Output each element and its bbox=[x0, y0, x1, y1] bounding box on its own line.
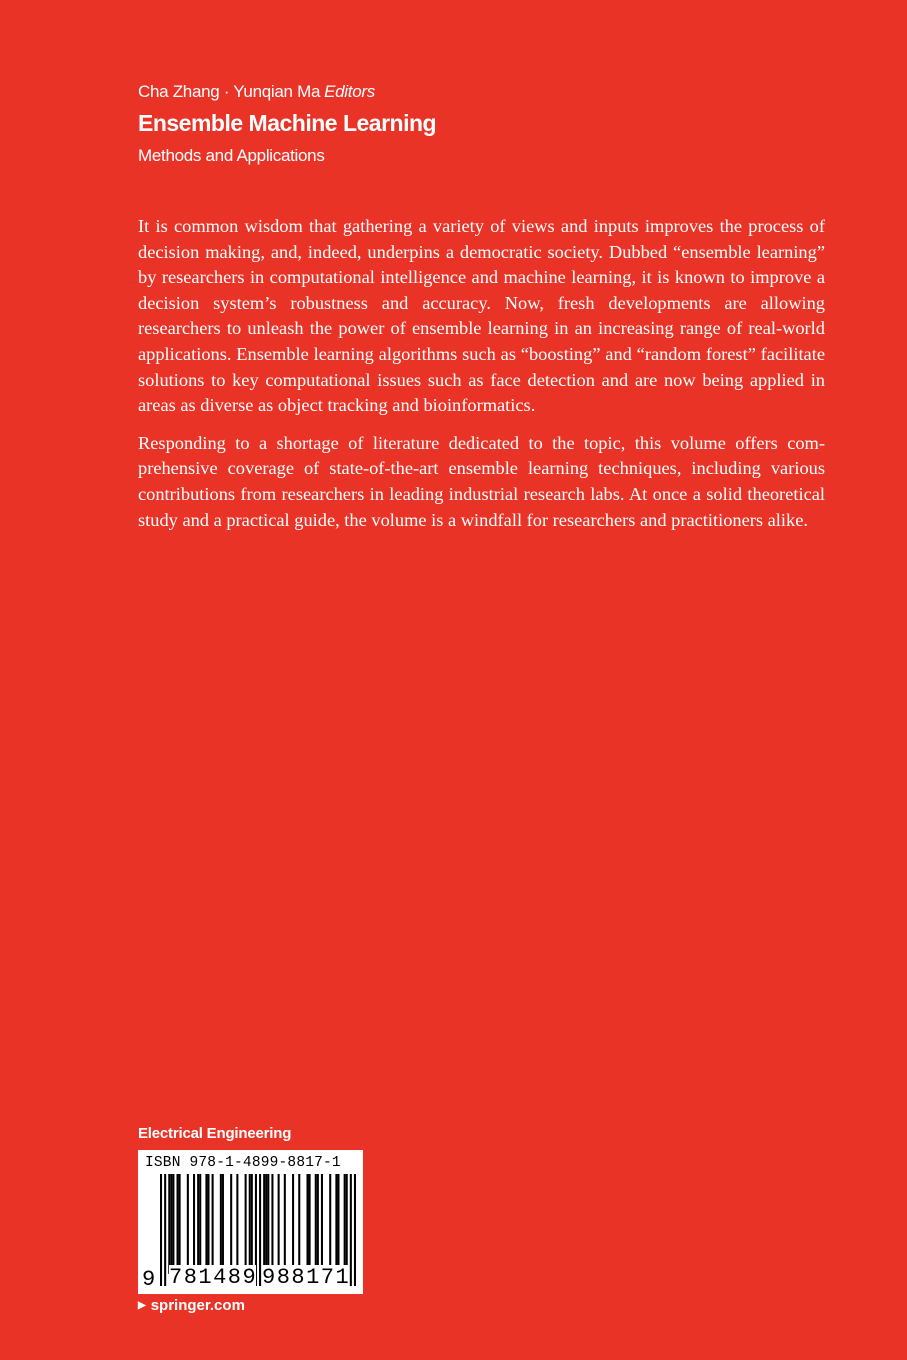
barcode-bar bbox=[350, 1174, 352, 1286]
barcode-bar bbox=[298, 1174, 300, 1274]
barcode-bar bbox=[335, 1174, 337, 1274]
barcode-bar bbox=[172, 1174, 174, 1274]
barcode-bar bbox=[265, 1174, 267, 1274]
barcode-bar bbox=[321, 1174, 323, 1274]
barcode-bar bbox=[220, 1174, 222, 1274]
barcode-bar bbox=[344, 1174, 346, 1274]
barcode-bar bbox=[251, 1174, 253, 1274]
website-url: springer.com bbox=[150, 1297, 245, 1314]
blurb-paragraph-1: It is common wisdom that gathering a variety of views and inputs improves the process of decision making, and, indeed, underpins a democratic society. Dubbed “ensemble learning” by researchers in computational intelligence and machine learning, it is known to improve a decision system’s robustness and accuracy. Now, fresh developments are allowing researchers to unleash the power of ensemble learning in an increasing range of real-world applications. Ensemble learning algorithms such as “boosting” and “random forest” facilitate solutions to key computational issues such as face detection and are now being applied in areas as diverse as object tracking and bioinformatics. bbox=[138, 216, 825, 416]
barcode-bar bbox=[284, 1174, 286, 1274]
barcode-bar bbox=[179, 1174, 181, 1274]
barcode-bar bbox=[309, 1174, 311, 1274]
barcode-bar bbox=[306, 1174, 308, 1274]
subject-category: Electrical Engineering bbox=[138, 1125, 292, 1142]
barcode-bar bbox=[230, 1174, 232, 1274]
book-subtitle: Methods and Applications bbox=[138, 146, 325, 165]
barcode-bar bbox=[222, 1174, 224, 1274]
barcode-bar bbox=[164, 1174, 166, 1286]
springer-link[interactable] bbox=[138, 1297, 245, 1314]
barcode-bar bbox=[292, 1174, 294, 1274]
barcode-digit-first: 9 bbox=[142, 1267, 156, 1292]
editors-role: Editors bbox=[324, 82, 375, 101]
barcode-bar bbox=[245, 1174, 247, 1274]
barcode-bar bbox=[337, 1174, 339, 1274]
barcode-bar bbox=[199, 1174, 201, 1274]
barcode-bar bbox=[317, 1174, 319, 1274]
right-triangle-icon: ▶ bbox=[138, 1300, 146, 1311]
barcode-bar bbox=[212, 1174, 214, 1274]
barcode-bar bbox=[354, 1174, 356, 1286]
book-title: Ensemble Machine Learning bbox=[138, 110, 437, 136]
barcode-bar bbox=[168, 1174, 170, 1274]
barcode-bar bbox=[187, 1174, 189, 1274]
barcode-bar bbox=[205, 1174, 207, 1274]
blurb-text bbox=[138, 214, 825, 545]
barcode-bar bbox=[259, 1174, 261, 1286]
barcode-bar bbox=[170, 1174, 172, 1274]
barcode-bar bbox=[236, 1174, 238, 1274]
barcode-bar bbox=[177, 1174, 179, 1274]
editor-names: Cha Zhang · Yunqian Ma bbox=[138, 82, 321, 101]
barcode-bar bbox=[249, 1174, 251, 1274]
barcode-bar bbox=[315, 1174, 317, 1274]
barcode-bar bbox=[267, 1174, 269, 1274]
barcode-bar bbox=[278, 1174, 280, 1274]
isbn-barcode bbox=[138, 1150, 363, 1294]
barcode-digits-right: 988171 bbox=[262, 1265, 351, 1290]
barcode-bar bbox=[271, 1174, 273, 1274]
barcode-digits-left: 781489 bbox=[169, 1265, 258, 1290]
barcode-bar bbox=[346, 1174, 348, 1274]
editors-line bbox=[138, 82, 375, 102]
barcode-bar bbox=[207, 1174, 209, 1274]
barcode-bar bbox=[193, 1174, 195, 1274]
isbn-label: ISBN 978-1-4899-8817-1 bbox=[145, 1155, 341, 1171]
barcode-bar bbox=[329, 1174, 331, 1274]
barcode-bar bbox=[197, 1174, 199, 1274]
barcode-bar bbox=[263, 1174, 265, 1274]
blurb-paragraph-2: Responding to a shortage of literature dedicated to the topic, this volume offers comprehensive coverage of state-of-the-art ensemble learning techniques, including various contributions from researchers in leading industrial research labs. At once a solid theoretical study and a practical guide, the volume is a windfall for researchers and practitioners alike. bbox=[138, 432, 825, 530]
barcode-bar bbox=[160, 1174, 162, 1286]
